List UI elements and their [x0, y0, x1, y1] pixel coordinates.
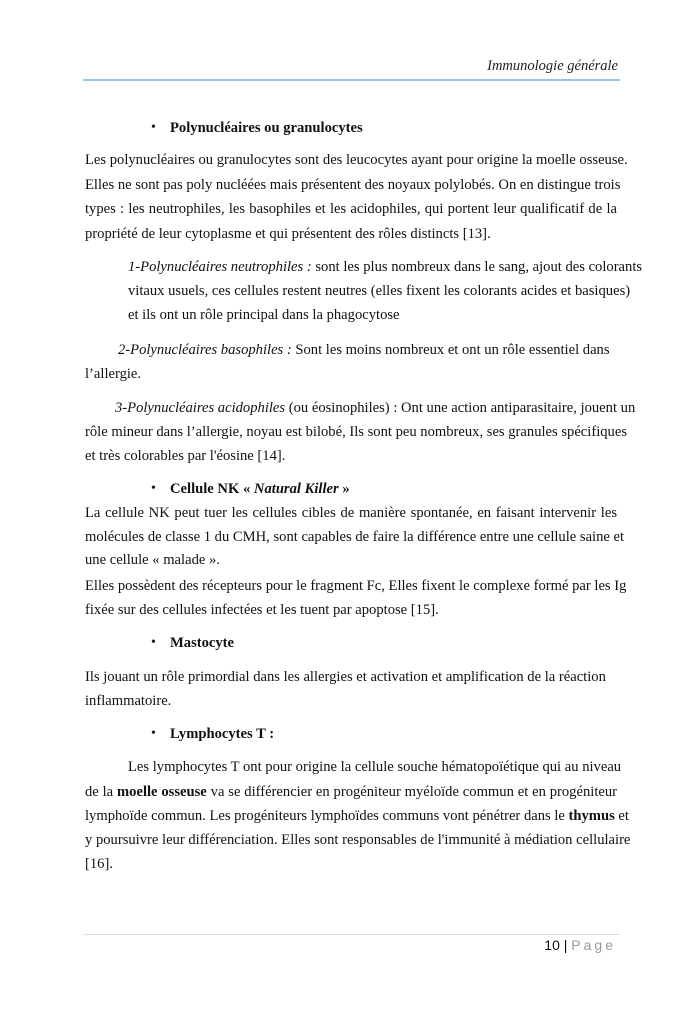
bullet-icon: •: [151, 481, 156, 496]
text: »: [338, 481, 350, 497]
paragraph-line: vitaux usuels, ces cellules restent neutres (elles fixent les colorants acides et basiques): [128, 283, 631, 299]
term-basophiles: 2-Polynucléaires basophiles :: [118, 342, 292, 358]
bold-term: moelle osseuse: [117, 784, 207, 800]
text: Sont les moins nombreux et ont un rôle essentiel dans: [291, 342, 610, 358]
separator: |: [559, 937, 572, 953]
text: sont les plus nombreux dans le sang, ajout des colorants: [311, 259, 643, 275]
paragraph-line: [16].: [85, 856, 113, 872]
bullet-icon: •: [151, 120, 156, 135]
paragraph-line: rôle mineur dans l’allergie, noyau est bilobé, Ils sont peu nombreux, ses granules spécifiques: [85, 424, 627, 440]
paragraph-line: Ils jouant un rôle primordial dans les allergies et activation et amplification de la réaction: [85, 669, 606, 685]
paragraph-line: molécules de classe 1 du CMH, sont capables de faire la différence entre une cellule saine et: [85, 529, 625, 545]
basophiles-line: [118, 340, 610, 360]
page-footer: [544, 937, 616, 953]
neutrophiles-line: [128, 257, 643, 277]
page-label: Page: [571, 937, 616, 953]
text: de la: [85, 784, 118, 800]
text: (ou éosinophiles) : Ont une action antiparasitaire, jouent un: [285, 400, 636, 416]
paragraph-line: [85, 782, 617, 802]
paragraph-line: Elles possèdent des récepteurs pour le fragment Fc, Elles fixent le complexe formé par les Ig: [85, 578, 627, 594]
term-acidophiles: 3-Polynucléaires acidophiles: [115, 400, 286, 416]
term-neutrophiles: 1-Polynucléaires neutrophiles :: [128, 259, 312, 275]
paragraph-line: y poursuivre leur différenciation. Elles sont responsables de l'immunité à médiation cellulaire: [85, 832, 631, 848]
section-heading-polynucleaires: Polynucléaires ou granulocytes: [170, 120, 363, 136]
header-rule: [83, 79, 620, 81]
bold-term: thymus: [568, 808, 615, 824]
paragraph-line: La cellule NK peut tuer les cellules cibles de manière spontanée, en faisant intervenir les: [85, 505, 617, 521]
paragraph-line: et très colorables par l'éosine [14].: [85, 448, 286, 464]
paragraph-line: fixée sur des cellules infectées et les tuent par apoptose [15].: [85, 602, 439, 618]
text: Cellule NK «: [170, 481, 254, 497]
paragraph-line: types : les neutrophiles, les basophiles et les acidophiles, qui portent leur qualificatif de la: [85, 201, 617, 217]
paragraph-line: [85, 806, 629, 826]
paragraph-line: une cellule « malade ».: [85, 552, 220, 568]
paragraph-line: propriété de leur cytoplasme et qui présentent des rôles distincts [13].: [85, 226, 491, 242]
bullet-icon: •: [151, 726, 156, 741]
text: Natural Killer: [253, 481, 339, 497]
paragraph-line: inflammatoire.: [85, 693, 172, 709]
text: va se différencier en progéniteur myéloïde commun et en progéniteur: [206, 784, 618, 800]
paragraph-line: et ils ont un rôle principal dans la phagocytose: [128, 307, 400, 323]
section-heading-nk: [170, 479, 350, 499]
page-number: 10: [544, 937, 560, 953]
footer-rule: [83, 934, 620, 935]
section-heading-lymphocytes-t: Lymphocytes T :: [170, 726, 275, 742]
paragraph-line: Elles ne sont pas poly nucléées mais présentent des noyaux polylobés. On en distingue trois: [85, 177, 621, 193]
paragraph-line: Les lymphocytes T ont pour origine la cellule souche hématopoïétique qui au niveau: [128, 759, 622, 775]
running-header-title: Immunologie générale: [487, 58, 618, 74]
text: lymphoïde commun. Les progéniteurs lymphoïdes communs vont pénétrer dans le: [85, 808, 569, 824]
section-heading-mastocyte: Mastocyte: [170, 635, 235, 651]
paragraph-line: Les polynucléaires ou granulocytes sont des leucocytes ayant pour origine la moelle osseuse.: [85, 152, 628, 168]
paragraph-line: l’allergie.: [85, 366, 142, 382]
bullet-icon: •: [151, 635, 156, 650]
text: et: [614, 808, 629, 824]
acidophiles-line: [115, 398, 636, 418]
